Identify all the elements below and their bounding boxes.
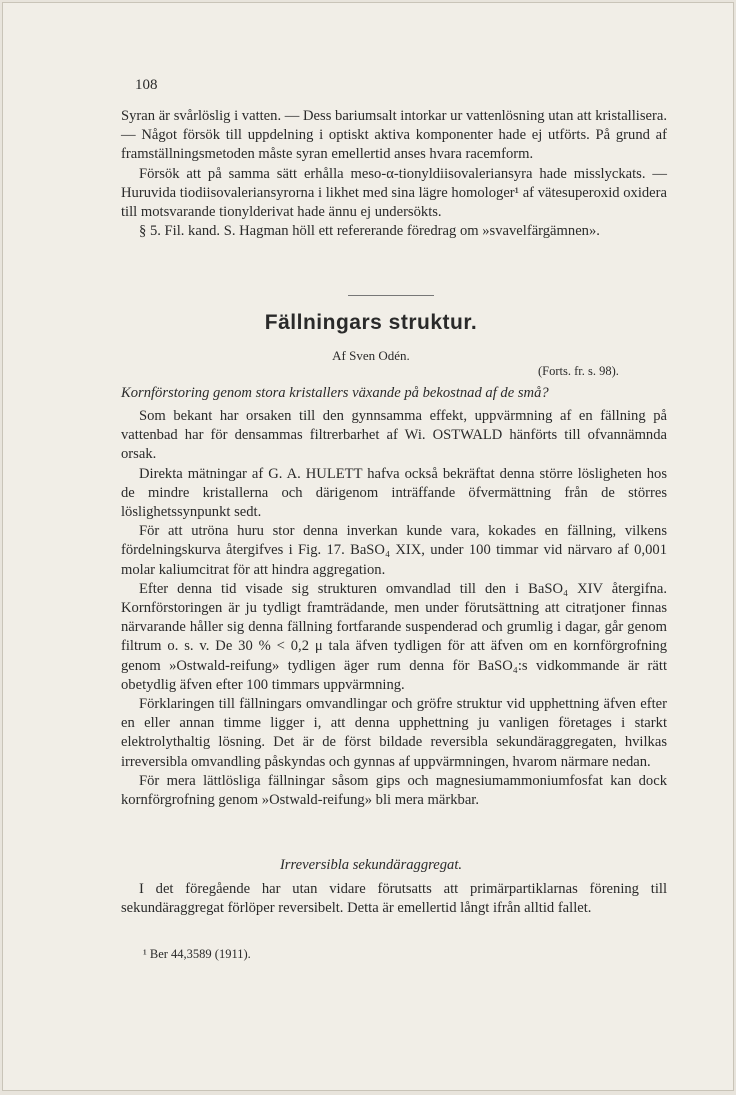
document-page bbox=[2, 2, 734, 1091]
section-heading: Kornförstoring genom stora kristallers växande på bekostnad af de små? bbox=[121, 385, 549, 401]
intro-section bbox=[121, 107, 667, 241]
article-byline: Af Sven Odén. bbox=[332, 348, 410, 363]
continued-note: (Forts. fr. s. 98). bbox=[538, 364, 619, 378]
body-paragraph: För mera lättlösliga fällningar såsom gips och magnesiumammoniumfosfat kan dock kornförgrofning genom »Ostwald-reifung» bli mera märkbar. bbox=[121, 772, 667, 809]
body-paragraph: Som bekant har orsaken till den gynnsamma effekt, uppvärmning af en fällning på vattenbad har för densammas filtrerbarhet af Wi. OSTWALD hänförts till ofvannämnda orsak. bbox=[121, 408, 667, 463]
footnote: ¹ Ber 44,3589 (1911). bbox=[143, 947, 251, 961]
page-number: 108 bbox=[135, 77, 158, 93]
article-title: Fällningars struktur. bbox=[264, 311, 478, 334]
article-body-continued bbox=[121, 880, 667, 918]
subsection-heading: Irreversibla sekundäraggregat. bbox=[279, 857, 463, 873]
meeting-note-paragraph: § 5. Fil. kand. S. Hagman höll ett refererande föredrag om »svavelfärgämnen». bbox=[139, 223, 600, 240]
body-paragraph: Förklaringen till fällningars omvandlingar och gröfre struktur vid upphettning äfven efter en eller annan timme ligger i, att denna upphettning ju vanligen företages i starkt elektrolythaltig lösning. Det är de först bildade reversibla sekundäraggregaten, hvilkas irreversibla omvandling påskyndas och gynnas af uppvärmningen, hvarom närmare nedan. bbox=[121, 696, 667, 770]
body-paragraph: För att utröna huru stor denna inverkan kunde vara, kokades en fällning, vilkens fördelningskurva återgifves i Fig. 17. BaSO₄ XIX, under 100 timmar vid närvaro af 0,001 molar kaliumcitrat för att hindra aggregation. bbox=[121, 523, 667, 578]
intro-paragraph: Syran är svårlöslig i vatten. — Dess bariumsalt intorkar ur vattenlösning utan att kristallisera. — Något försök till uppdelning i optiskt aktiva komponenter hade ej utförts. På grund af framställningsmetoden måste syran emellertid anses hvara racemform. bbox=[121, 108, 667, 163]
article-body bbox=[121, 407, 667, 810]
body-paragraph: Efter denna tid visade sig strukturen omvandlad till den i BaSO₄ XIV återgifna. Kornförstoringen är ju tydligt framträdande, men under förutsättning att citratjoner finnas närvarande håller sig denna fällning fortfarande suspenderad och grumlig i dagar, går genom filtrum o. s. v. De 30 % < 0,2 μ tala äfven tydligen för att äfven om en kornförgrofning genom »Ostwald-reifung» tydligen äger rum denna för BaSO₄:s vidkommande är rätt obetydlig äfven efter 100 timmars uppvärmning. bbox=[121, 580, 667, 693]
body-paragraph: I det föregående har utan vidare förutsatts att primärpartiklarnas förening till sekundäraggregat förlöper reversibelt. Detta är emellertid långt ifrån alltid fallet. bbox=[121, 881, 667, 917]
body-paragraph: Direkta mätningar af G. A. HULETT hafva också bekräftat denna större lösligheten hos de mindre kristallerna och därigenom inträffande öfvermättning från de störres löslighetssynpunkt sedt. bbox=[121, 465, 667, 521]
intro-paragraph: Försök att på samma sätt erhålla meso-α-tionyldiisovaleriansyra hade misslyckats. — Huruvida tiodiisovaleriansyrorna i likhet med sina lägre homologer¹ af vätesuperoxid oxidera till motsvarande tionylderivat hade ännu ej undersökts. bbox=[121, 165, 667, 221]
section-divider bbox=[348, 295, 434, 296]
